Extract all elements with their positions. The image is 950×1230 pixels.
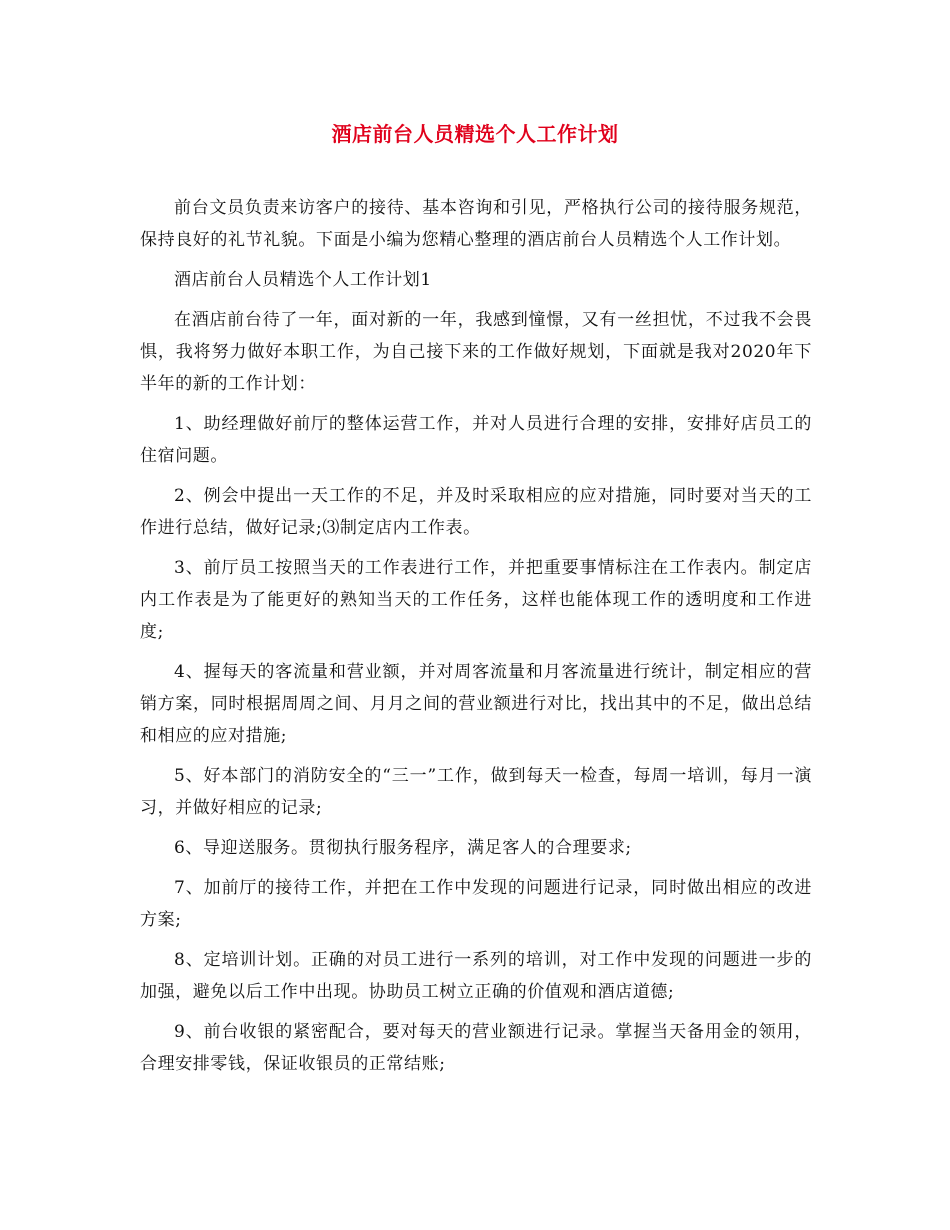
- document-title: 酒店前台人员精选个人工作计划: [331, 122, 619, 146]
- list-item-4: 4、握每天的客流量和营业额，并对周客流量和月客流量进行统计，制定相应的营销方案，同时根据周周之间、月月之间的营业额进行对比，找出其中的不足，做出总结和相应的应对措施;: [140, 662, 812, 746]
- list-item-7: 7、加前厅的接待工作，并把在工作中发现的问题进行记录，同时做出相应的改进方案;: [140, 878, 812, 930]
- list-item-1: 1、助经理做好前厅的整体运营工作，并对人员进行合理的安排，安排好店员工的住宿问题。: [140, 414, 812, 466]
- paragraph: 在酒店前台待了一年，面对新的一年，我感到憧憬，又有一丝担忧，不过我不会畏惧，我将努力做好本职工作，为自己接下来的工作做好规划，下面就是我对2020年下半年的新的工作计划：: [140, 310, 812, 394]
- list-item-6: 6、导迎送服务。贯彻执行服务程序，满足客人的合理要求;: [174, 838, 632, 858]
- intro-paragraph: 前台文员负责来访客户的接待、基本咨询和引见，严格执行公司的接待服务规范，保持良好的礼节礼貌。下面是小编为您精心整理的酒店前台人员精选个人工作计划。: [140, 198, 812, 250]
- list-item-8: 8、定培训计划。正确的对员工进行一系列的培训，对工作中发现的问题进一步的加强，避免以后工作中出现。协助员工树立正确的价值观和酒店道德;: [140, 950, 812, 1002]
- list-item-5: 5、好本部门的消防安全的“三一”工作，做到每天一检查，每周一培训，每月一演习，并做好相应的记录;: [140, 766, 812, 818]
- document-body: [140, 192, 812, 1088]
- list-item-3: 3、前厅员工按照当天的工作表进行工作，并把重要事情标注在工作表内。制定店内工作表是为了能更好的熟知当天的工作任务，这样也能体现工作的透明度和工作进度;: [140, 558, 812, 642]
- section-heading: 酒店前台人员精选个人工作计划1: [174, 270, 432, 290]
- list-item-2: 2、例会中提出一天工作的不足，并及时采取相应的应对措施，同时要对当天的工作进行总结，做好记录;⑶制定店内工作表。: [140, 486, 812, 538]
- list-item-9: 9、前台收银的紧密配合，要对每天的营业额进行记录。掌握当天备用金的领用，合理安排零钱，保证收银员的正常结账;: [140, 1022, 812, 1074]
